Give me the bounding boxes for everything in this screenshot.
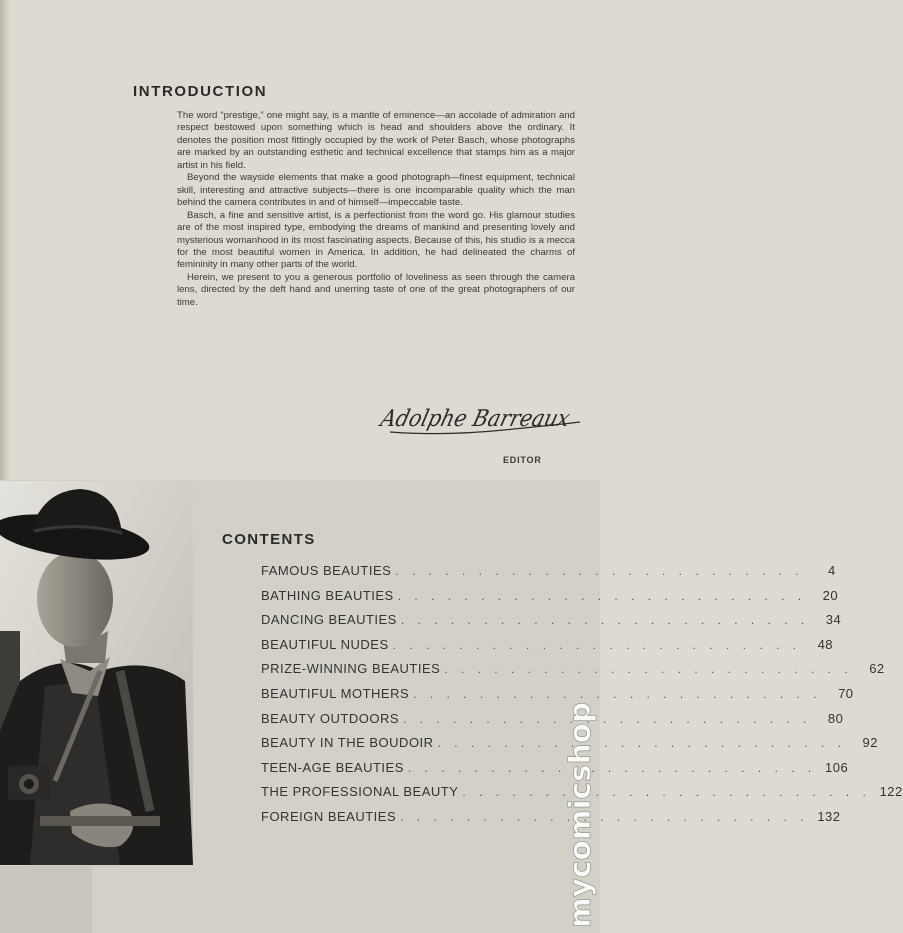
- toc-dot-leader: . . . . . . . . . . . . . . . . . . . . . . . . .: [413, 686, 822, 701]
- toc-entry-page: 106: [825, 759, 849, 775]
- toc-dot-leader: . . . . . . . . . . . . . . . . . . . . . . . . .: [400, 613, 810, 628]
- toc-entry-title: BEAUTY OUTDOORS: [261, 710, 400, 726]
- introduction-heading: INTRODUCTION: [133, 83, 268, 100]
- toc-entry-page: 132: [817, 808, 841, 824]
- toc-dot-leader: . . . . . . . . . . . . . . . . . . . . . . . . .: [407, 760, 817, 775]
- toc-entry-page: 34: [825, 612, 842, 628]
- toc-dot-leader: . . . . . . . . . . . . . . . . . . . . . . . . .: [403, 711, 812, 726]
- toc-entry: [261, 759, 849, 785]
- toc-dot-leader: . . . . . . . . . . . . . . . . . . . . . . . . .: [437, 736, 846, 751]
- toc-entry-page: 48: [817, 636, 834, 652]
- toc-entry-page: 20: [822, 587, 839, 603]
- page-corner: [0, 866, 92, 933]
- toc-entry-page: 122: [879, 784, 903, 800]
- intro-paragraph: Basch, a fine and sensitive artist, is a perfectionist from the word go. His glamour studies are of the most inspired type, embodying the dreams of mankind and presenting lovely and mysterious womanhood in its most fascinating aspects. Because of this, his studio is a mecca for the most beautiful women in America. In addition, he had delineated the charms of femininity in many other parts of the world.: [177, 209, 575, 271]
- toc-entry-page: 92: [862, 735, 878, 751]
- signature-text: Adolphe Barreaux: [378, 404, 596, 432]
- toc-entry-title: BEAUTIFUL MOTHERS: [261, 685, 410, 701]
- intro-paragraph: Herein, we present to you a generous portfolio of loveliness as seen through the camera lens, directed by the deft hand and unerring taste of one of the great photographers of our time.: [177, 271, 575, 308]
- toc-entry-title: TEEN-AGE BEAUTIES: [261, 759, 404, 775]
- toc-entry: [261, 563, 836, 588]
- toc-entry-title: BEAUTIFUL NUDES: [261, 636, 389, 652]
- intro-paragraph: The word “prestige,” one might say, is a mantle of eminence—an accolade of admiration and respect bestowed upon something which is head and shoulders above the ordinary. It denotes the position most fittingly occupied by the work of Peter Basch, whose photographs are marked by an outstanding esthetic and technical excellence that stamps him as a major artist in his field.: [177, 110, 575, 171]
- toc-entry: [261, 784, 903, 809]
- introduction-body: [177, 110, 575, 309]
- intro-paragraph: Beyond the wayside elements that make a good photograph—finest equipment, technical skill, interesting and attractive subjects—there is one incomparable quality which the man behind the camera contributes in and of himself—impeccable taste.: [177, 172, 575, 209]
- toc-entry-title: FAMOUS BEAUTIES: [261, 563, 392, 578]
- toc-entry: [261, 612, 842, 637]
- toc-entry-page: 4: [827, 563, 836, 578]
- toc-dot-leader: . . . . . . . . . . . . . . . . . . . . . . . . .: [462, 785, 871, 800]
- toc-dot-leader: . . . . . . . . . . . . . . . . . . . . . . . . .: [392, 637, 802, 652]
- editor-signature: [378, 392, 596, 442]
- photographer-portrait-image: [0, 481, 193, 865]
- photographer-portrait: [0, 481, 193, 865]
- toc-entry-page: 70: [838, 685, 854, 701]
- toc-entry-title: FOREIGN BEAUTIES: [261, 808, 397, 824]
- toc-dot-leader: . . . . . . . . . . . . . . . . . . . . . . . . .: [444, 662, 853, 677]
- toc-dot-leader: . . . . . . . . . . . . . . . . . . . . . . . . .: [395, 564, 804, 578]
- watermark: [563, 700, 599, 930]
- toc-entry: [261, 685, 854, 711]
- watermark-text: mycomicshop: [563, 705, 597, 928]
- toc-entry: [261, 661, 885, 686]
- toc-dot-leader: . . . . . . . . . . . . . . . . . . . . . . . . .: [400, 809, 809, 824]
- toc-entry-page: 62: [869, 661, 885, 677]
- toc-entry-title: DANCING BEAUTIES: [261, 612, 397, 628]
- toc-entry: [261, 735, 878, 760]
- toc-entry-page: 80: [827, 710, 844, 726]
- toc-entry: [261, 710, 844, 736]
- toc-entry-title: BATHING BEAUTIES: [261, 587, 394, 603]
- toc-entry-title: THE PROFESSIONAL BEAUTY: [261, 784, 459, 800]
- toc-entry: [261, 587, 839, 613]
- contents-heading: CONTENTS: [222, 531, 316, 548]
- editor-label: EDITOR: [503, 455, 542, 465]
- toc-entry: [261, 808, 841, 834]
- toc-dot-leader: . . . . . . . . . . . . . . . . . . . . . . . . .: [397, 588, 807, 603]
- toc-entry-title: BEAUTY IN THE BOUDOIR: [261, 735, 434, 751]
- toc-entry-title: PRIZE-WINNING BEAUTIES: [261, 661, 441, 677]
- toc-entry: [261, 636, 834, 662]
